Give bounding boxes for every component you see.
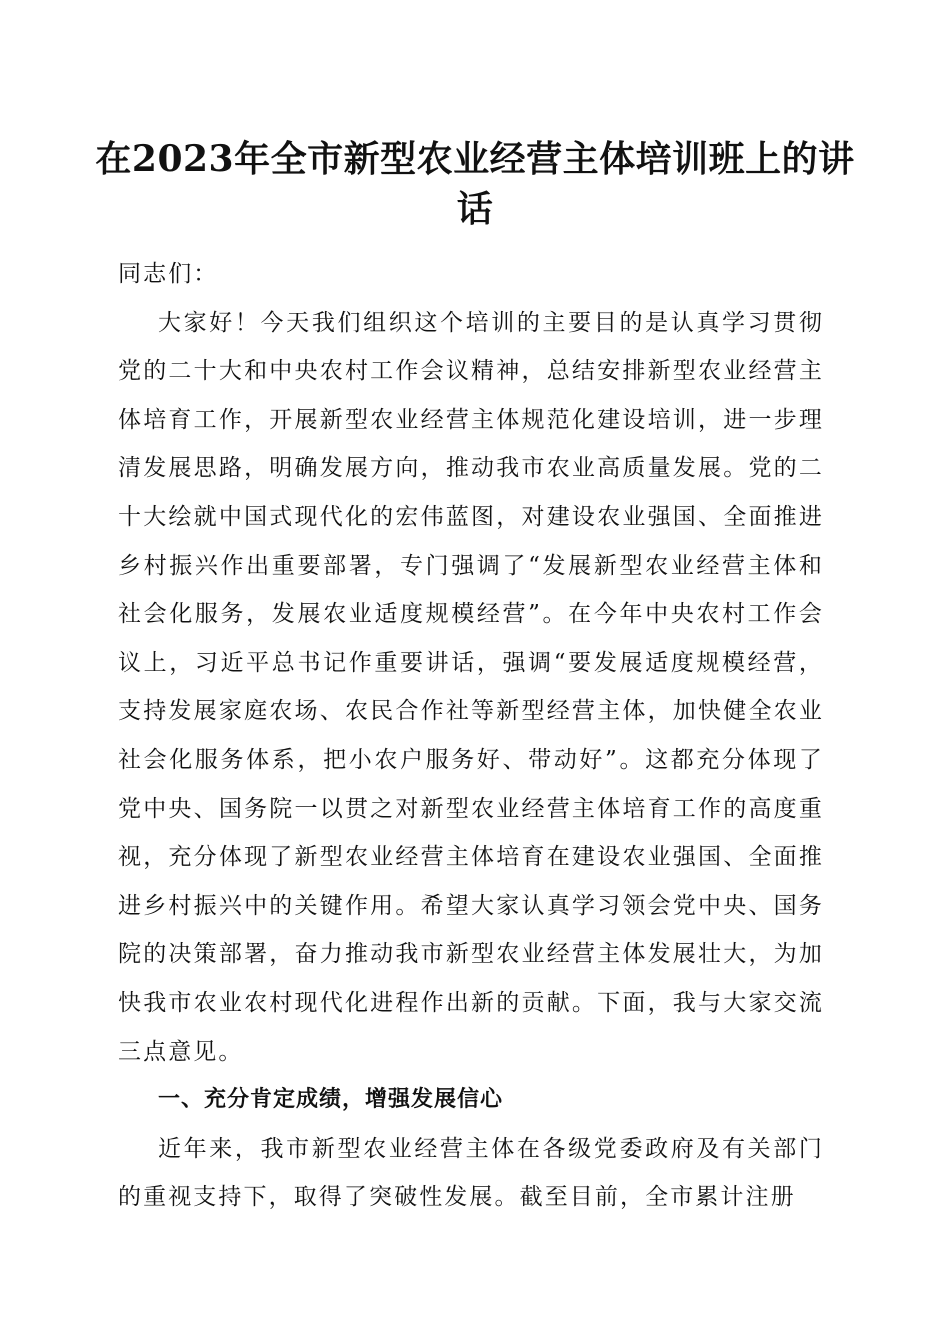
salutation: 同志们： [118, 261, 219, 287]
document-title: 在2023年全市新型农业经营主体培训班上的讲话 [95, 138, 855, 230]
document-body [118, 250, 824, 1222]
intro-paragraph: 大家好！今天我们组织这个培训的主要目的是认真学习贯彻党的二十大和中央农村工作会议精神，总结安排新型农业经营主体培育工作，开展新型农业经营主体规范化建设培训，进一步理清发展思路，明确发展方向，推动我市农业高质量发展。党的二十大绘就中国式现代化的宏伟蓝图，对建设农业强国、全面推进乡村振兴作出重要部署，专门强调了“发展新型农业经营主体和社会化服务，发展农业适度规模经营”。在今年中央农村工作会议上，习近平总书记作重要讲话，强调“要发展适度规模经营，支持发展家庭农场、农民合作社等新型经营主体，加快健全农业社会化服务体系，把小农户服务好、带动好”。这都充分体现了党中央、国务院一以贯之对新型农业经营主体培育工作的高度重视，充分体现了新型农业经营主体培育在建设农业强国、全面推进乡村振兴中的关键作用。希望大家认真学习领会党中央、国务院的决策部署，奋力推动我市新型农业经营主体发展壮大，为加快我市农业农村现代化进程作出新的贡献。下面，我与大家交流三点意见。 [118, 309, 824, 1065]
section-paragraph: 近年来，我市新型农业经营主体在各级党委政府及有关部门的重视支持下，取得了突破性发展。截至目前，全市累计注册 [118, 1135, 824, 1211]
section-heading: 一、充分肯定成绩，增强发展信心 [158, 1087, 504, 1113]
